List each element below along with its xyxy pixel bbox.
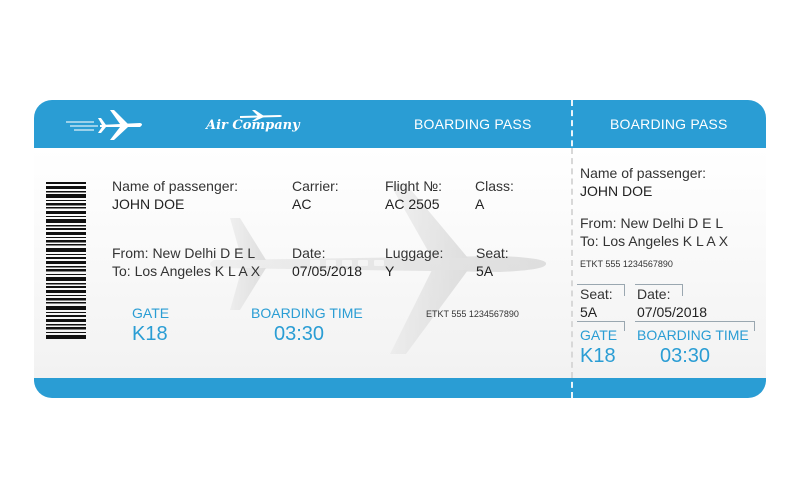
perforation-line-lower — [571, 148, 573, 378]
date-value: 07/05/2018 — [292, 263, 363, 279]
stub-boarding-bracket-top — [635, 321, 755, 322]
boarding-time-value: 03:30 — [274, 323, 325, 345]
stub-route-to: To: Los Angeles K L A X — [580, 233, 729, 249]
stub-seat-bracket-side — [624, 284, 625, 296]
stub-date-value: 07/05/2018 — [637, 304, 708, 320]
barcode — [44, 182, 88, 340]
e-ticket-number: ETKT 555 1234567890 — [426, 309, 519, 319]
stub-boarding-time-label: BOARDING TIME — [637, 327, 749, 343]
class-label: Class: — [475, 178, 514, 194]
airplane-icon — [64, 106, 148, 144]
stub-gate-value: K18 — [580, 345, 616, 367]
stub-gate-label: GATE — [580, 327, 618, 343]
luggage-value: Y — [385, 263, 395, 279]
flight-number-value: AC 2505 — [385, 196, 440, 212]
stub-boarding-time-value: 03:30 — [660, 345, 711, 367]
boarding-time-label: BOARDING TIME — [251, 305, 363, 321]
stub-route-from: From: New Delhi D E L — [580, 215, 724, 231]
seat-value: 5A — [476, 263, 494, 279]
stub-passenger-name-value: JOHN DOE — [580, 183, 653, 199]
carrier-value: AC — [292, 196, 312, 212]
boarding-pass-title: BOARDING PASS — [414, 116, 532, 132]
passenger-name-value: JOHN DOE — [112, 196, 185, 212]
stub-seat-label: Seat: — [580, 286, 613, 302]
stub-boarding-bracket-side — [754, 321, 755, 331]
boarding-pass-stub-title: BOARDING PASS — [610, 116, 728, 132]
luggage-label: Luggage: — [385, 245, 444, 261]
flight-number-label: Flight №: — [385, 178, 443, 194]
gate-value: K18 — [132, 323, 168, 345]
stub-gate-bracket-side — [624, 321, 625, 331]
stub-date-bracket-side — [682, 284, 683, 296]
date-label: Date: — [292, 245, 326, 261]
stub-e-ticket-number: ETKT 555 1234567890 — [580, 259, 673, 269]
stub-date-label: Date: — [637, 286, 671, 302]
gate-label: GATE — [132, 305, 170, 321]
route-from: From: New Delhi D E L — [112, 245, 256, 261]
class-value: A — [475, 196, 485, 212]
stub-passenger-name-label: Name of passenger: — [580, 165, 707, 181]
company-logo-text: Air Company — [206, 118, 300, 133]
seat-label: Seat: — [476, 245, 509, 261]
passenger-name-label: Name of passenger: — [112, 178, 239, 194]
route-to: To: Los Angeles K L A X — [112, 263, 261, 279]
stub-date-bracket-top — [635, 284, 683, 285]
stub-seat-value: 5A — [580, 304, 598, 320]
footer-band — [34, 378, 766, 398]
carrier-label: Carrier: — [292, 178, 339, 194]
stub-gate-bracket-top — [577, 321, 625, 322]
stub-seat-bracket-top — [577, 284, 625, 285]
